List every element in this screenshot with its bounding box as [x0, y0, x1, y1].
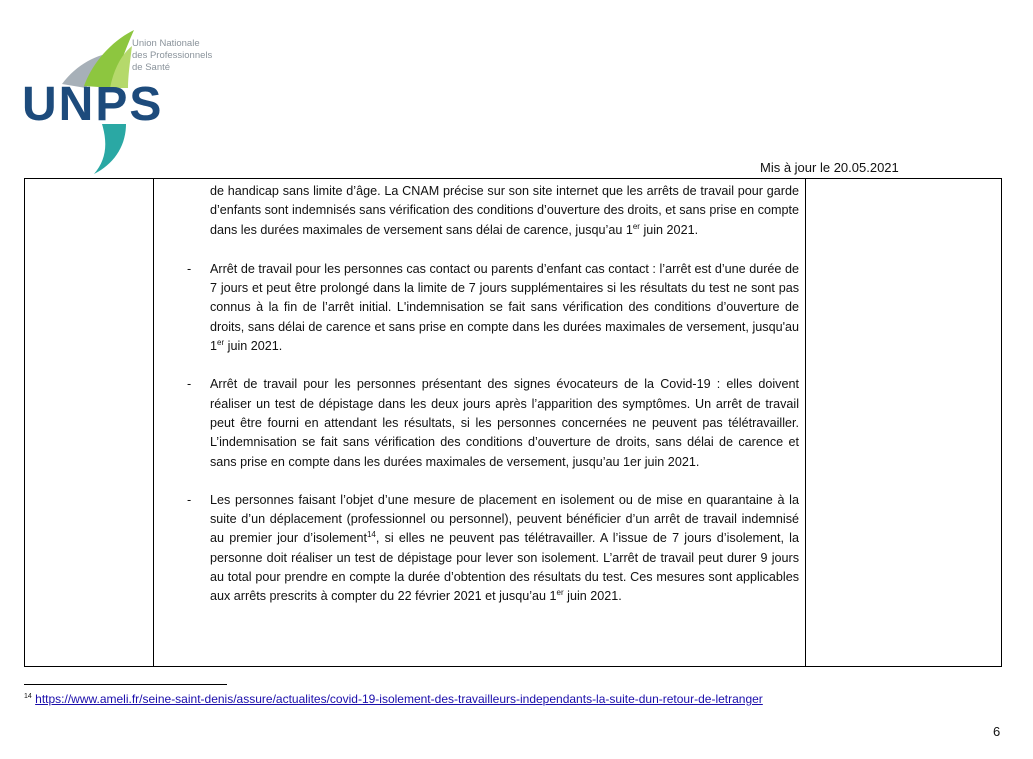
list-item — [187, 491, 799, 607]
footnote-number: 14 — [24, 693, 32, 700]
update-date: Mis à jour le 20.05.2021 — [760, 160, 899, 175]
table-cell-left — [25, 179, 154, 667]
content-table — [24, 178, 1002, 667]
bullet-text-part: Les personnes faisant l’objet d’une mesure de placement en isolement ou de mise en quarantaine à la suite d’un déplacement (professionnel ou personnel), peuvent bénéficier d’un arrêt de travail indemnisé au premier jour d’isolement — [210, 492, 799, 546]
logo-swoosh-teal — [94, 124, 126, 174]
footnote-separator — [24, 684, 227, 685]
list-item — [187, 260, 799, 356]
bullet-text-end: juin 2021. — [224, 339, 283, 354]
footnote — [24, 692, 763, 706]
bullet-text — [210, 260, 799, 356]
intro-paragraph — [187, 182, 799, 240]
bullet-text-part: , si elles ne peuvent pas télétravailler. A l’issue de 7 jours d’isolement, la personne doit réaliser un test de dépistage pour lever son isolement. L’arrêt de travail peut durer 9 jours au total pour prendre en compte la durée d’obtention des résultats du test. Ces mesures sont applicables aux arrêts prescrits à compter du 22 février 2021 et jusqu’au 1 — [210, 531, 799, 604]
bullet-text-end: juin 2021. — [563, 589, 622, 604]
logo-tagline-line1: Union Nationale — [132, 38, 200, 49]
table-cell-right — [806, 179, 1002, 667]
bullet-dash: - — [187, 377, 192, 392]
footnote-link[interactable]: https://www.ameli.fr/seine-saint-denis/assure/actualites/covid-19-isolement-des-travailleurs-independants-la-suite-dun-retour-de-letranger — [35, 692, 763, 706]
cell-content — [154, 179, 805, 607]
list-item — [187, 375, 799, 471]
bullet-dash: - — [187, 261, 192, 276]
bullet-text-part: Arrêt de travail pour les personnes cas contact ou parents d’enfant cas contact : l’arrêt est d’une durée de 7 jours et peut être prolongé dans la limite de 7 jours supplémentaires si les résultats du test ne sont pas connus à la fin de l’arrêt initial. L'indemnisation se fait sans vérification des conditions d’ouverture de droits, sans délai de carence et sans prise en compte dans les durées maximales de versement, jusqu'au 1 — [210, 261, 799, 354]
logo-tagline-line2: des Professionnels — [132, 50, 213, 61]
bullet-dash: - — [187, 492, 192, 507]
bullet-sup: er — [556, 588, 564, 598]
logo-tagline-line3: de Santé — [132, 62, 171, 73]
page-number: 6 — [993, 724, 1001, 739]
bullet-text: Arrêt de travail pour les personnes présentant des signes évocateurs de la Covid-19 : elles doivent réaliser un test de dépistage dans les deux jours après l’apparition des symptômes. Un arrêt de travail peut être fourni en attendant les résultats, si les personnes concernées ne peuvent pas télétravailler. L’indemnisation se fait sans vérification des conditions d’ouverture de droits, sans délai de carence et sans prise en compte dans les durées maximales de versement, jusqu’au 1er juin 2021. — [210, 377, 799, 469]
intro-sup: er — [632, 221, 640, 231]
footnote-ref[interactable]: 14 — [366, 530, 376, 540]
unps-logo-graphic — [22, 24, 252, 180]
intro-text-end: juin 2021. — [639, 222, 699, 237]
bullet-text — [210, 491, 799, 607]
logo-wordmark: UNPS — [22, 78, 164, 131]
table-row — [25, 179, 1002, 667]
unps-logo — [22, 24, 252, 180]
table-cell-content — [154, 179, 806, 667]
intro-text: de handicap sans limite d’âge. La CNAM précise sur son site internet que les arrêts de travail pour garde d’enfants sont indemnisés sans vérification des conditions d’ouverture des droits, et sans prise en compte dans les durées maximales de versement sans délai de carence, jusqu’au 1 — [210, 184, 799, 237]
bullet-sup: er — [217, 337, 225, 347]
